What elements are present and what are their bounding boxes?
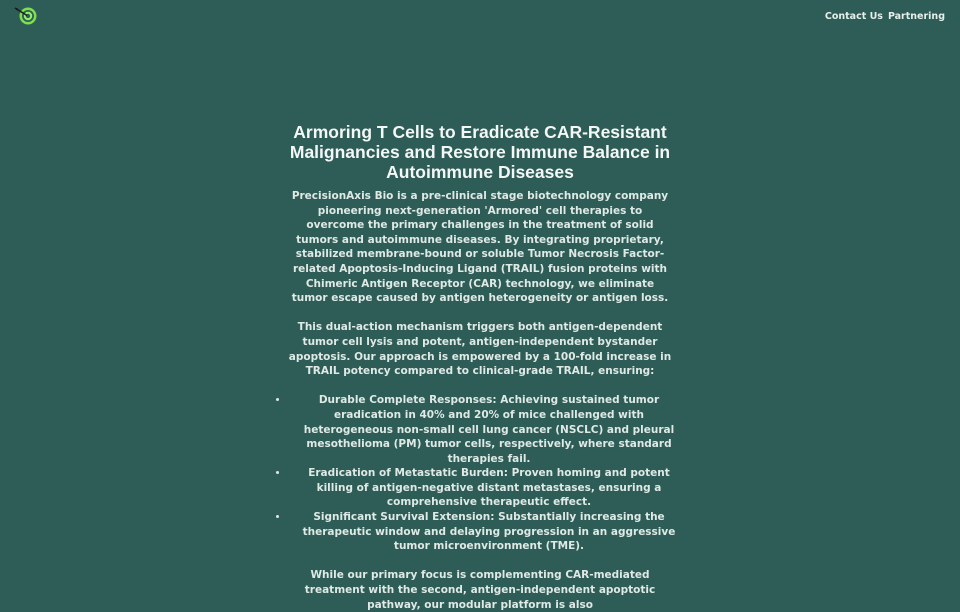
paragraph-spacer [270,306,690,321]
paragraph-spacer [270,554,690,569]
list-item: • Significant Survival Extension: Substantially increasing the therapeutic window and delaying progression in an aggressive tumor microenvironment (TME). [289,510,689,554]
nav-contact-us[interactable]: Contact Us [824,11,883,22]
benefits-list [271,393,689,554]
list-item: • Eradication of Metastatic Burden: Proven homing and potent killing of antigen-negative distant metastases, ensuring a comprehensive therapeutic effect. [289,466,689,510]
nav-partnering[interactable]: Partnering [887,11,945,22]
page-title: Armoring T Cells to Eradicate CAR-Resistant Malignancies and Restore Immune Balance in Autoimmune Diseases [289,122,671,182]
site-header [0,0,960,34]
closing-paragraph: While our primary focus is complementing CAR-mediated treatment with the second, antigen-independent apoptotic pathway, our modular platform is also [304,569,656,611]
paragraph-spacer [270,379,690,394]
top-nav [825,11,945,22]
intro-paragraph: PrecisionAxis Bio is a pre-clinical stage biotechnology company pioneering next-generation 'Armored' cell therapies to overcome the primary challenges in the treatment of solid tumors and autoimmune diseases. By integrating proprietary, stabilized membrane-bound or soluble Tumor Necrosis Factor-related Apoptosis-Inducing Ligand (TRAIL) fusion proteins with Chimeric Antigen Receptor (CAR) technology, we eliminate tumor escape caused by antigen heterogeneity or antigen loss. [291,190,669,305]
main-content [270,122,690,612]
target-arrow-icon[interactable] [14,5,38,27]
list-item: • Durable Complete Responses: Achieving sustained tumor eradication in 40% and 20% of mice challenged with heterogeneous non-small cell lung cancer (NSCLC) and pleural mesothelioma (PM) tumor cells, respectively, where standard therapies fail. [289,393,689,466]
mechanism-paragraph: This dual-action mechanism triggers both antigen-dependent tumor cell lysis and potent, antigen-independent bystander apoptosis. Our approach is empowered by a 100-fold increase in TRAIL potency compared to clinical-grade TRAIL, ensuring: [288,321,672,378]
